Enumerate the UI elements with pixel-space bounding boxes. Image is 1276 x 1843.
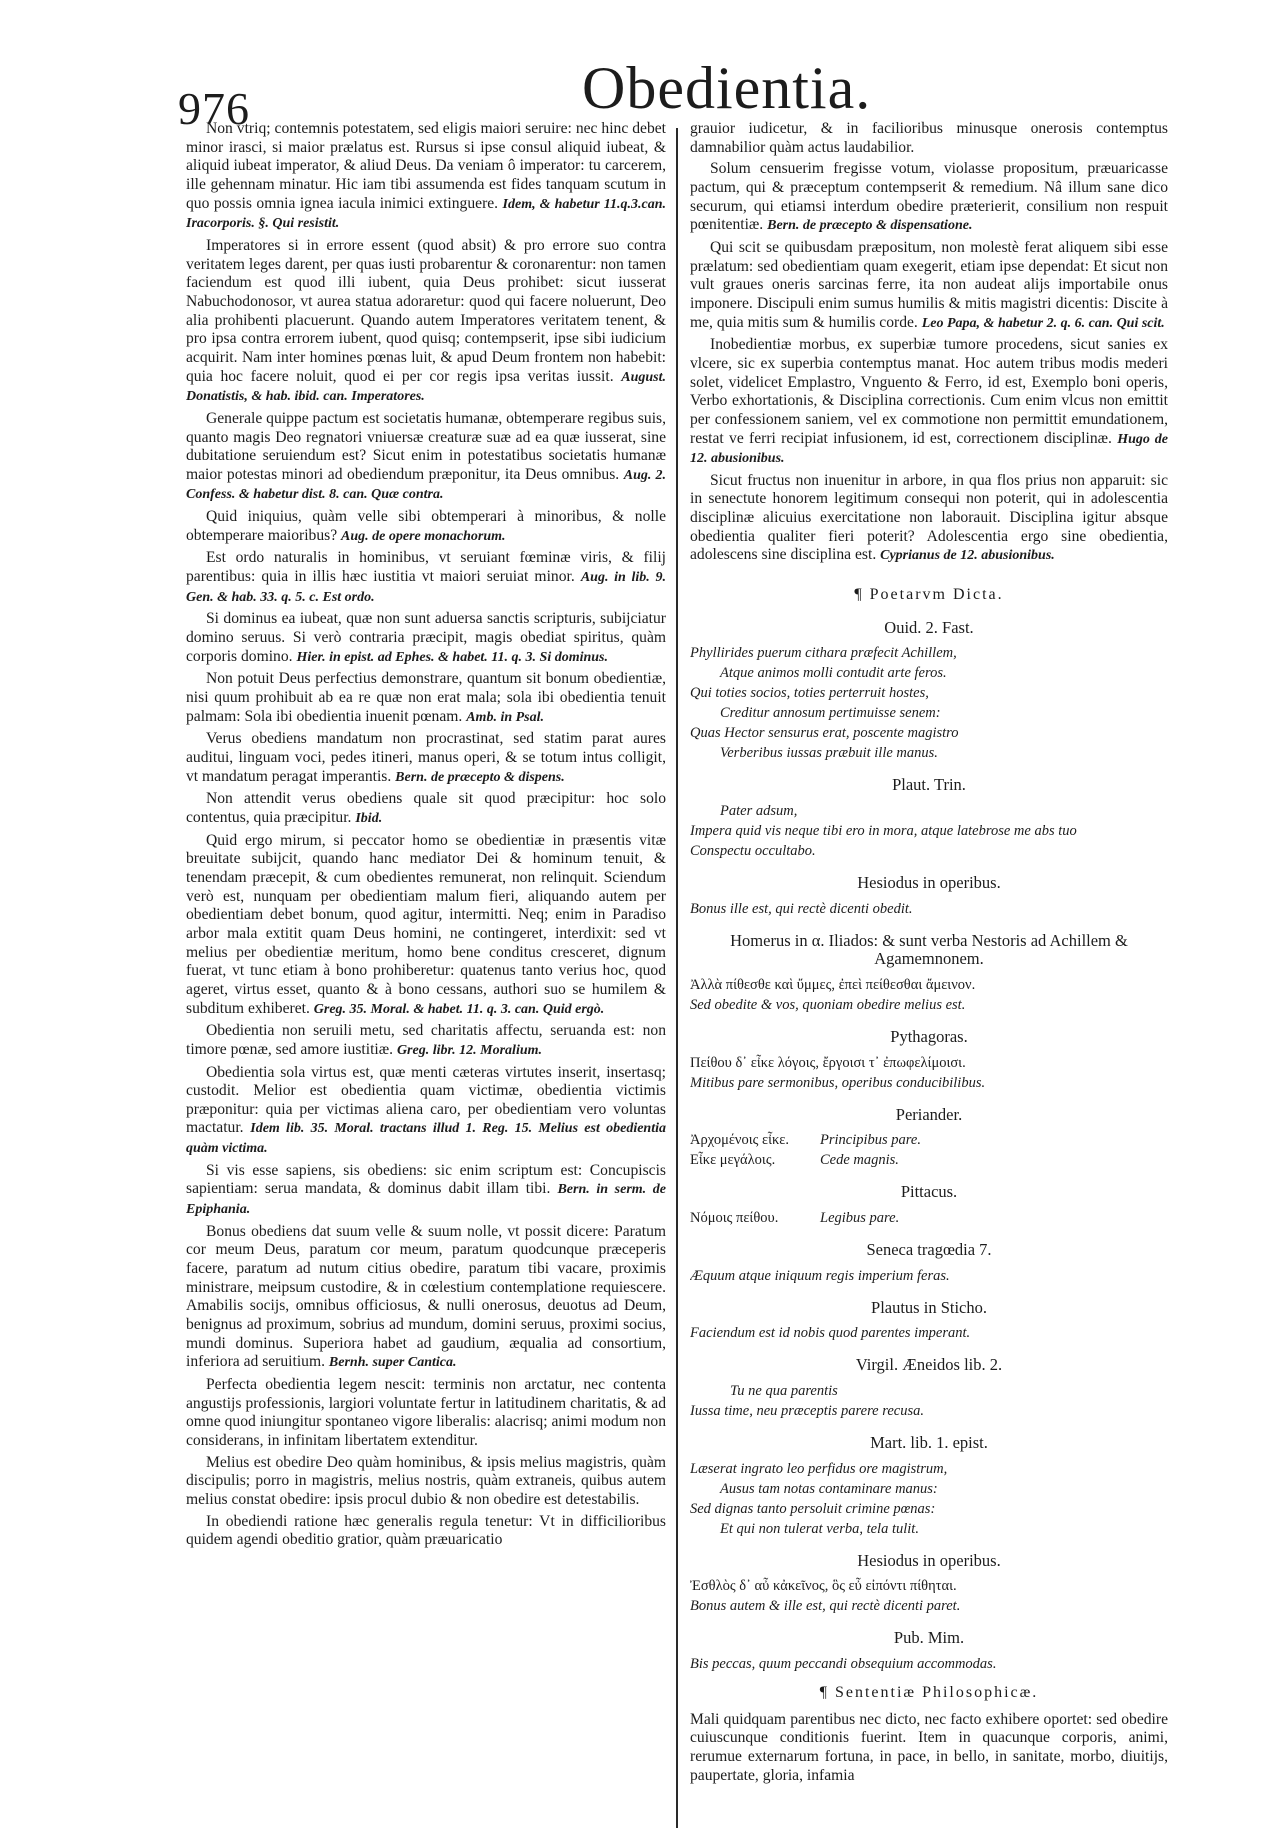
verse-line: Qui toties socios, toties perterruit hostes, [690, 685, 929, 702]
paragraph-text: Imperatores si in errore essent (quod absit) & pro errore suo contra veritatem leges darent, per quas iusti probarentur & coronarentur: non tamen faciendum est quod illi iubent, quia Deus prohibet: sicut iusserat Nabuchodonosor, vt aurea statua adoraretur: quod qui facere noluerunt, Deo alia prohibenti placuerunt. Quando autem Imperatores veritatem tenent, & pro ipsa contra errorem iubent, quod quisq; contempserit, ipse sibi iudicium acquirit. Nam inter homines pœnas luit, & apud Deum frontem non habebit: quia hoc facere noluit, quod ei per cor regis ipsa veritas iussit. [186, 236, 666, 385]
greek-saying: Νόμοις πείθου. [690, 1210, 779, 1226]
paragraph [186, 610, 666, 667]
paragraph [690, 160, 1168, 236]
paragraph-text: Melius est obedire Deo quàm hominibus, & ipsis melius magistris, quàm discipulis; porro in magistris, melius nostris, quàm extraneis, quibus autem melius constat obedire: ipsis procul dubio & non obedire est detestabilis. [186, 1453, 666, 1508]
paragraph-text: Obedientia non seruili metu, sed charitatis affectu, seruanda est: non timore pœnæ, sed amore iustitiæ. [186, 1022, 666, 1058]
paragraph [186, 670, 666, 727]
poet-heading: Mart. lib. 1. epist. [870, 1432, 988, 1452]
poet-heading: Plaut. Trin. [892, 775, 966, 795]
citation: Amb. in Psal. [466, 709, 545, 725]
philosophers-text: Mali quidquam parentibus nec dicto, nec facto exhibere oportet: sed obedire cuiuscunque conditionis fuerint. Item in quacunque corporis, animi, rerumue externarum fortuna, in pace, in bello, in sanitate, morbo, diuitijs, paupertate, gloria, infamia [690, 1710, 1168, 1784]
verse-line: Sed dignas tanto persoluit crimine pœnas: [690, 1500, 936, 1517]
verse-line: Mitibus pare sermonibus, operibus conducibilibus. [690, 1074, 986, 1091]
verse-line: Et qui non tulerat verba, tela tulit. [720, 1520, 919, 1537]
poet-heading: Seneca tragœdia 7. [866, 1240, 992, 1259]
paragraph-text: Obedientia sola virtus est, quæ menti cæteras virtutes inserit, insertasq; custodit. Melior est obedientia quam victimæ, obedientia victimis præponitur: quia per victimas aliena caro, per obedientiam vero voluntas mactatur. [186, 1063, 666, 1137]
citation: Leo Papa, & habetur 2. q. 6. can. Qui scit. [921, 315, 1165, 331]
paragraph [186, 1376, 666, 1451]
paragraph [186, 1162, 666, 1220]
greek-verse: Ἀλλὰ πίθεσθε καὶ ὔμμες, ἐπεὶ πείθεσθαι ἄμεινον. [690, 977, 976, 994]
paragraph [186, 1022, 666, 1060]
poet-heading: Virgil. Æneidos lib. 2. [855, 1355, 1003, 1375]
right-column [690, 120, 1168, 1830]
paragraph-text: Est ordo naturalis in hominibus, vt seruiant fœminæ viris, & filij parentibus: quia in illis hæc iustitia vt maiori seruiat minor. [186, 549, 666, 586]
poet-heading: Pub. Mim. [893, 1628, 965, 1648]
citation: Bern. de præcepto & dispensatione. [767, 218, 973, 234]
verse-line: Pater adsum, [720, 803, 798, 820]
citation: August. Donatistis, & hab. ibid. can. Imperatores. [186, 369, 666, 405]
citation: Bernh. super Cantica. [328, 1355, 457, 1371]
paragraph-text: Bonus obediens dat suum velle & suum nolle, vt possit dicere: Paratum cor meum Deus, paratum cor meum, paratum quodcunque præceperis facere, paratum ad nutum citius obedire, paratum tibi vacare, proximis ministrare, meipsum custodire, & in cœlestium contemplatione requiescere. Amabilis socijs, omnibus officiosus, & nulli onerosus, deuotus ad Deum, benignus ad proximum, sobrius ad mundum, domini seruus, proximi socius, mundi dominus. Superiora habet ad gaudium, æqualia ad consortium, inferiora ad seruitium. [186, 1222, 666, 1371]
verse-line: Faciendum est id nobis quod parentes imperant. [690, 1325, 971, 1342]
paragraph [186, 1064, 666, 1159]
paragraph-text: Sicut fructus non inuenitur in arbore, in qua flos prius non apparuit: sic in senectute honorem legitimum consequi non poterit, qui in adolescentia disciplinæ alicuius exercitatione non laborauit. Disciplina igitur absque obedientia qualiter fieri poterit? Adolescentia ergo sine obedientia, adolescens sine disciplina est. [690, 471, 1168, 564]
paragraph [186, 790, 666, 828]
citation: Aug. 2. Confess. & habetur dist. 8. can. Quæ contra. [186, 467, 666, 503]
paragraph [690, 239, 1168, 333]
verse-line: Impera quid vis neque tibi ero in mora, atque latebrose me abs tuo [690, 823, 1077, 840]
paragraph [186, 120, 666, 234]
paragraph-text: Quid iniquius, quàm velle sibi obtemperari à minoribus, & nolle obtemperare maioribus? [186, 508, 666, 544]
running-headword: Obedientia. [582, 55, 872, 121]
paragraph [186, 1223, 666, 1373]
poet-heading: Periander. [895, 1104, 963, 1124]
verse-line: Phyllirides puerum cithara præfecit Achillem, [690, 645, 957, 662]
paragraph [186, 237, 666, 407]
greek-verse: Πείθου δ᾽ εἶκε λόγοις, ἔργοισι τ᾽ ἐπωφελίμοισι. [690, 1054, 966, 1071]
folio-number: 976 [178, 83, 250, 134]
citation: Ibid. [355, 810, 383, 826]
verse-line: Ausus tam notas contaminare manus: [720, 1480, 938, 1497]
paragraph-text: Si vis esse sapiens, sis obediens: sic enim scriptum est: Concupiscis sapientiam: serua mandata, & dominus dabit illam tibi. [186, 1161, 666, 1198]
paragraph [186, 1454, 666, 1510]
paragraph [690, 472, 1168, 566]
poet-heading: Ouid. 2. Fast. [884, 617, 974, 637]
poet-heading: Hesiodus in operibus. [857, 873, 1001, 893]
citation: Aug. de opere monachorum. [341, 528, 506, 544]
paragraph [186, 549, 666, 607]
latin-saying: Principibus pare. [820, 1132, 921, 1149]
paragraph-text: Generale quippe pactum est societatis humanæ, obtemperare regibus suis, quanto magis Deo regnatori vniuersæ creaturæ suæ ad ea quæ iusserat, sine dubitatione seruiendum est? Sicut enim in potestatibus societatis humanæ maior potestas minori ad obediendum præponitur, ita Deus omnibus. [186, 409, 666, 483]
greek-verse: Ἐσθλὸς δ᾽ αὖ κἀκεῖνος, ὃς εὖ εἰπόντι πίθηται. [690, 1578, 957, 1595]
verse-line: Bonus ille est, qui rectè dicenti obedit. [690, 900, 913, 917]
paragraph [186, 508, 666, 546]
left-column [186, 120, 666, 1830]
greek-saying: Ἀρχομένοις εἶκε. [690, 1132, 790, 1149]
citation: Aug. in lib. 9. Gen. & hab. 33. q. 5. c. Est ordo. [186, 570, 666, 605]
section-title-philosophers: ¶ Sententiæ Philosophicæ. [819, 1683, 1039, 1701]
poet-heading: Pythagoras. [890, 1027, 968, 1047]
paragraph-text: Non vtriq; contemnis potestatem, sed eligis maiori seruire: nec hinc debet minor irasci, si maior prælatus est. Rursus si ipse consul aliquid iubeat, & aliquid iubeat imperator, & aliud Deus. Da veniam ô imperator: tu carcerem, ille gehennam minatur. Hic iam tibi assumenda est fides tanquam scutum in quo possis omnia ignea iacula inimici extinguere. [186, 120, 666, 212]
verse-line: Creditur annosum pertimuisse senem: [720, 705, 941, 722]
verse-line: Quas Hector sensurus erat, poscente magistro [690, 725, 959, 742]
saying-pair [690, 1130, 1168, 1150]
verse-line: Atque animos molli contudit arte feros. [720, 665, 947, 682]
paragraph-text: Inobedientiæ morbus, ex superbiæ tumore procedens, sicut sanies ex vlcere, sic ex superbia contemptus manat. Hoc autem tribus modis mederi solet, videlicet Emplastro, Vnguento & Ferro, id est, Exemplo boni operis, Verbo exhortationis, & Disciplina correctionis. Cum enim vlcus non emittit per confessionem saniem, vel ex commotione non permittit emundationem, restat ve ferri recipiat infusionem, id est, correctionem disciplinæ. [690, 336, 1168, 447]
paragraph-text: Qui scit se quibusdam præpositum, non molestè ferat aliquem sibi esse prælatum: sed obedientiam quam exegerit, etiam ipse dependat: Et sicut non vult graues oneris sarcinas ferre, ita non audeat alijs importabile onus imponere. Discipuli enim sumus humilis & mitis magistri dicentis: Discite à me, quia mitis sum & humilis corde. [690, 238, 1168, 331]
latin-saying: Cede magnis. [820, 1152, 899, 1169]
verse-line: Sed obedite & vos, quoniam obedire melius est. [690, 997, 966, 1014]
poets-section [690, 619, 1168, 1674]
paragraph-text: Verus obediens mandatum non procrastinat, sed statim parat aures auditui, linguam voci, pedes itineri, manus operi, & se totum intus colligit, vt mandatum peragat imperantis. [186, 730, 666, 785]
paragraph [186, 832, 666, 1020]
poet-heading: Pittacus. [900, 1182, 958, 1202]
paragraph-text: Solum censuerim fregisse votum, violasse propositum, præuaricasse pactum, qui & præceptum contempserit & remedium. Nâ illum sane dico securum, qui etiamsi interdum obedire præterierit, consilium non respuit pœnitentiæ. [690, 160, 1168, 234]
saying-pair [690, 1150, 1168, 1170]
verse-line: Bonus autem & ille est, qui rectè dicenti paret. [690, 1598, 961, 1615]
verse-line: Bis peccas, quum peccandi obsequium accommodas. [690, 1655, 997, 1672]
greek-saying: Εἶκε μεγάλοις. [690, 1152, 776, 1169]
citation: Bern. in serm. de Epiphania. [186, 1182, 666, 1218]
saying-pair [690, 1208, 1168, 1228]
paragraph-text: Quid ergo mirum, si peccator homo se obedientiæ in præsentis vitæ breuitate subijcit, quando hanc mediator Dei & hominum tenuit, & tenendam præcepit, & cum obedientes remunerat, non relinquit. Sciendum verò est, nunquam per obedientiam malum fieri, aliquando autem per obedientiam debet bonum, quod agitur, intermitti. Neq; enim in Paradiso arbor mala extitit quam Deus homini, ne contingeret, interdixit: sed vt melius per obedientiæ meritum, homo bene conditus cresceret, dignum fuerat, vt tunc etiam à bono prohiberetur: quatenus tanto verius hoc, quod ageret, virtus esset, quanto & à bono cessans, authori suo se humilem & subditum exhiberet. [186, 831, 666, 1017]
citation: Idem lib. 35. Moral. tractans illud 1. Reg. 15. Melius est obedientia quàm victima. [186, 1121, 666, 1157]
paragraph-text: grauior iudicetur, & in facilioribus minusque onerosis contemptus damnabilior quàm actus laudabilior. [690, 120, 1168, 156]
citation: Hier. in epist. ad Ephes. & habet. 11. q. 3. Si dominus. [296, 649, 609, 665]
verse-line: Tu ne qua parentis [730, 1382, 838, 1399]
latin-saying: Legibus pare. [820, 1210, 900, 1226]
column-rule [676, 128, 678, 1828]
paragraph-text: Non attendit verus obediens quale sit quod præcipitur: hoc solo contentus, quia præcipitur. [186, 790, 666, 826]
verse-line: Iussa time, neu præceptis parere recusa. [690, 1402, 924, 1419]
poet-heading: Hesiodus in operibus. [857, 1550, 1001, 1570]
paragraph [186, 730, 666, 787]
citation: Cyprianus de 12. abusionibus. [880, 548, 1055, 564]
paragraph [690, 336, 1168, 469]
verse-line: Læserat ingrato leo perfidus ore magistrum, [690, 1460, 948, 1477]
verse-line: Verberibus iussas præbuit ille manus. [720, 745, 938, 762]
verse-line: Æquum atque iniquum regis imperium feras. [690, 1267, 950, 1284]
citation: Greg. 35. Moral. & habet. 11. q. 3. can. Quid ergò. [313, 1001, 605, 1017]
paragraph [186, 1513, 666, 1550]
citation: Bern. de præcepto & dispens. [395, 769, 565, 785]
citation: Hugo de 12. abusionibus. [690, 431, 1168, 467]
paragraph [186, 410, 666, 505]
paragraph-text: Perfecta obedientia legem nescit: terminis non arctatur, nec contenta angustijs professionis, largiori voluntate fertur in latitudinem charitatis, & ad omne quod iniungitur spontaneo vigore liberalis: alacrisq; animi modum non considerans, in infinitam libertatem extenditur. [186, 1376, 666, 1449]
paragraph-text: Si dominus ea iubeat, quæ non sunt aduersa sanctis scripturis, subijciatur domino seruus. Si verò contraria præcipit, magis obediat spiritus, quàm corporis domino. [186, 610, 666, 665]
paragraph [690, 120, 1168, 157]
citation: Idem, & habetur 11.q.3.can. Iracorporis. §. Qui resistit. [186, 196, 666, 232]
poet-heading: Homerus in α. Iliados: & sunt verba Nestoris ad Achillem & Agamemnonem. [730, 930, 1128, 969]
paragraph-text: Non potuit Deus perfectius demonstrare, quantum sit bonum obedientiæ, nisi quum prohibuit ab ea re quæ non erat mala; sola ibi obedientia tenuit palmam: Sola ibi obedientia inuenit pœnam. [186, 670, 666, 725]
citation: Greg. libr. 12. Moralium. [396, 1042, 543, 1058]
paragraph-text: In obediendi ratione hæc generalis regula tenetur: Vt in difficilioribus quidem agendi obeditio gratior, quàm præuaricatio [186, 1512, 666, 1549]
verse-line: Conspectu occultabo. [690, 843, 816, 860]
poet-heading: Plautus in Sticho. [871, 1297, 987, 1317]
section-title-poets: ¶ Poetarvm Dicta. [854, 586, 1004, 604]
